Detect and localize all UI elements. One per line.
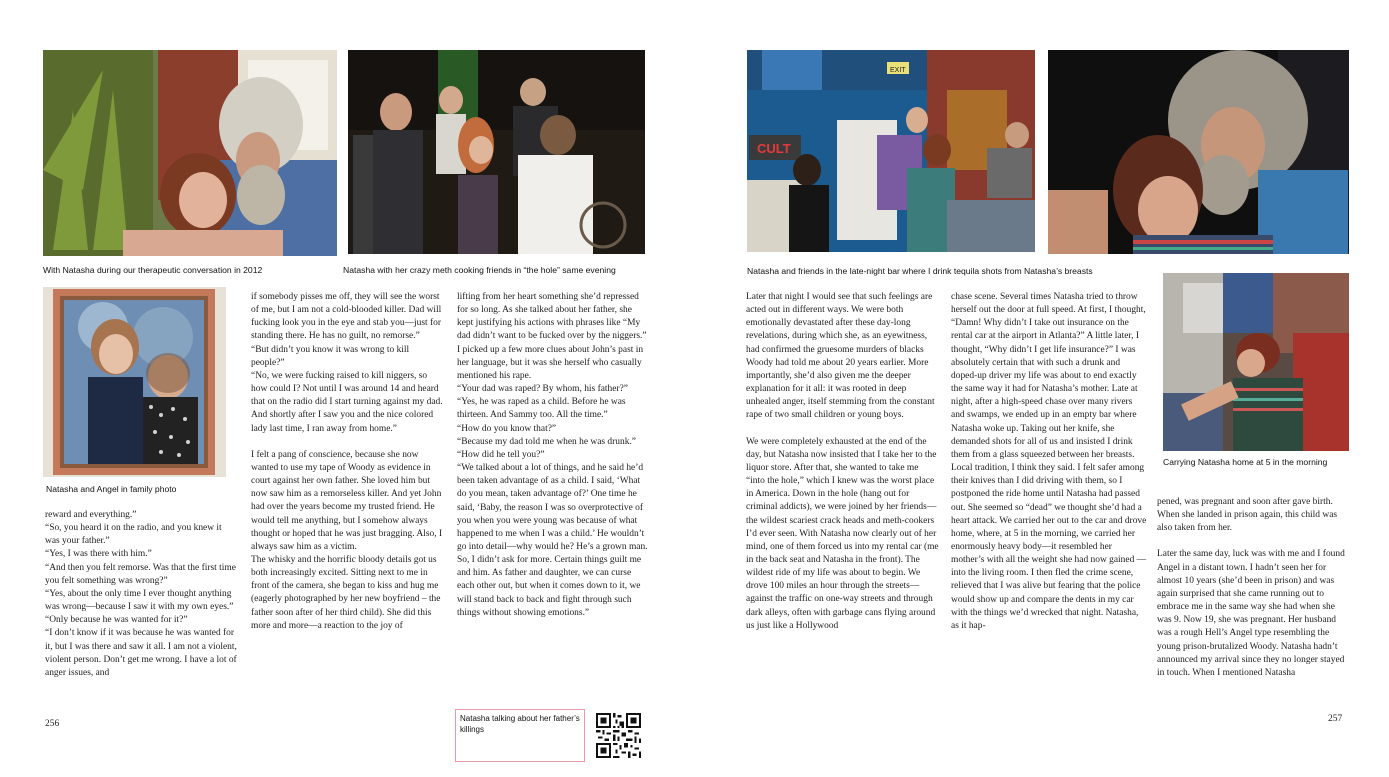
page-number-left: 256 <box>45 719 60 729</box>
photo-late-night-bar <box>747 50 1035 252</box>
paragraph: “No, we were fucking raised to kill niggers, so how could I? Not until I was around 14 and heard that on the radio did I start turning against my dad. And shortly after I saw you and the nice colored lady last time, I ran away from home.” <box>251 370 443 434</box>
right-page-column-2 <box>951 291 1147 633</box>
photo-family-framed <box>43 287 226 477</box>
paragraph: “Yes, he was raped as a child. Before he was thirteen. And Sammy too. All the time.” <box>457 397 626 421</box>
paragraph: “Your dad was raped? By whom, his father?” <box>457 384 628 395</box>
paragraph: The whisky and the horrific bloody details got us both increasingly excited. Sitting next to me in front of the camera, she began to kiss and hug me (eagerly photographed by her new boyfriend – the father soon after of her third child). She did this more and more—a reaction to the joy of <box>251 554 441 631</box>
paragraph: “How do you know that?” <box>457 423 557 434</box>
paragraph: “So, you heard it on the radio, and you knew it was your father.” <box>45 523 222 547</box>
paragraph: “Yes, I was there with him.” <box>45 549 152 560</box>
left-page-column-1 <box>45 509 238 680</box>
qr-code-icon[interactable] <box>596 713 641 758</box>
paragraph: We were completely exhausted at the end of the day, but Natasha now insisted that I take her to the liquor store. After that, she wanted to take me “into the hole,” which I knew was the worst place in America. Down in the hole (hang out for criminal addicts), we were joined by her friends—the wildest scariest crack heads and meth-cookers I’d ever seen. With Natasha now clearly out of her mind, one of them forced us into my rental car (me in the back seat and Natasha in the front). The wildest ride of my life was about to begin. We drove 100 miles an hour through the streets—against the traffic on one-way streets and through dark alleys, often with garbage cans flying around us just like a Hollywood <box>746 436 939 631</box>
photo-natasha-embrace-2012 <box>43 50 337 256</box>
paragraph: “Yes, about the only time I ever thought anything was wrong—because I saw it with my own eyes.” <box>45 588 234 613</box>
left-page-column-2 <box>251 291 443 633</box>
paragraph: if somebody pisses me off, they will see the worst of me, but I am not a cold-blooded killer. Dad will fucking look you in the eye and stab you—just for standing there. He has no guilt, no remorse.” <box>251 292 442 342</box>
video-callout-box[interactable] <box>455 709 585 762</box>
right-page-column-3 <box>1157 496 1350 680</box>
paragraph: “Only because he was wanted for it?” <box>45 615 188 626</box>
bar-sign-cult: CULT <box>757 141 791 156</box>
photo-meth-cooking-friends <box>348 50 645 254</box>
caption-photo-6: Carrying Natasha home at 5 in the morning <box>1163 457 1328 467</box>
paragraph: I felt a pang of conscience, because she now wanted to use my tape of Woody as evidence in court against her own father. She loved him but now saw him as a remorseless killer. And yet John had over the years become my trusted friend. He would tell me anything, but I somehow always thought or hoped that he was just bragging. Also, I always saw him as a victim. <box>251 449 443 552</box>
caption-photo-4: Natasha and friends in the late-night bar where I drink tequila shots from Natasha’s breasts <box>747 266 1093 276</box>
paragraph: “Because my dad told me when he was drunk.” <box>457 436 636 447</box>
paragraph: Later that night I would see that such feelings are acted out in different ways. We were both emotionally devastated after these day-long revelations, during which she, as an eyewitness, had confirmed the gruesome murders of blacks Woody had told me about 20 years earlier. More importantly, she’d also given me the deeper explanation for it all: it was rooted in deep unhealed anger, itself stemming from the constant rape of two small children or young boys. <box>746 292 935 421</box>
callout-text: Natasha talking about her father’s killings <box>460 714 580 734</box>
caption-photo-1: With Natasha during our therapeutic conversation in 2012 <box>43 265 263 275</box>
paragraph: chase scene. Several times Natasha tried to throw herself out the door at full speed. At first, I thought, “Damn! Why didn’t I take out insurance on the rental car at the airport in Atlanta?” A little later, I thought, “Why didn’t I get life insurance?” I was absolutely certain that with such a drunk and doped-up driver my life was about to end exactly the same way it had for Natasha’s mother. Late at night, after a high-speed chase over many rivers and swamps, we ended up in an empty bar where Natasha woke up. Taking out her knife, she demanded shots for all of us and insisted I drink them from a glass squeezed between her breasts. Local tradition, I think they said. I felt safer among their knives than I did driving with them, so I postponed the ride home until Natasha had passed out. She seemed so “dead” we thought she’d had a heart attack. We carried her out to the car and drove home, where, at 5 in the morning, we carried her enormously heavy body—it resembled her mother’s with all the weight she had now gained —into the living room. I then fled the crime scene, relieved that I was alive but fearing that the police would show up and compare the dents in my car with the things we’d wrecked that night. Natasha, as it hap- <box>951 292 1147 631</box>
paragraph: “We talked about a lot of things, and he said he’d been taken advantage of as a child. I said, ‘What do you mean, taken advantage of?’ One time he said, ‘Baby, the reason I was so overprotective of you when you were young was because of what happened to me when I was a child.’ He wouldn’t go into detail—why would he? He’s a grown man. So, I didn’t ask for more. Certain things guilt me and him. As father and daughter, we can curse each other out, but when it comes down to it, we will stand back to back and fight through such things without showing emotions.” <box>457 463 648 618</box>
paragraph: pened, was pregnant and soon after gave birth. When she landed in prison again, this child was also taken from her. <box>1157 497 1338 534</box>
caption-photo-3: Natasha and Angel in family photo <box>46 484 177 494</box>
paragraph: Later the same day, luck was with me and I found Angel in a distant town. I hadn’t seen her for almost 10 years (she’d been in prison) and was again surprised that she came running out to embrace me in the same way she had when she was 9. Now 19, she was pregnant. Her husband was a rough Hell’s Angel type resembling the young prison-brutalized Woody. Natasha hadn’t announced my arrival since they no longer stayed in touch. When I mentioned Natasha <box>1157 549 1345 678</box>
paragraph: “But didn’t you know it was wrong to kill people?” <box>251 344 410 368</box>
page-number-right: 257 <box>1328 714 1343 724</box>
paragraph: “How did he tell you?” <box>457 449 545 460</box>
caption-photo-2: Natasha with her crazy meth cooking friends in “the hole” same evening <box>343 265 616 275</box>
photo-natasha-woody-hug <box>1048 50 1349 254</box>
paragraph: reward and everything.” <box>45 510 137 520</box>
paragraph: “And then you felt remorse. Was that the first time you felt something was wrong?” <box>45 562 236 586</box>
paragraph: “I don’t know if it was because he was wanted for it, but I was there and saw it all. I am not a violent, violent person. Don’t get me wrong. I have a lot of anger issues, and <box>45 628 237 678</box>
bar-sign-exit: EXIT <box>890 67 906 74</box>
left-page-column-3 <box>457 291 650 620</box>
right-page-column-1 <box>746 291 939 633</box>
photo-carrying-natasha-home <box>1163 273 1349 451</box>
paragraph: lifting from her heart something she’d repressed for so long. As she talked about her father, she kept justifying his actions with phrases like “My dad didn’t want to be fucked over by the niggers.” I picked up a few more clues about John’s past in her language, but it was she herself who casually mentioned his rape. <box>457 292 647 381</box>
